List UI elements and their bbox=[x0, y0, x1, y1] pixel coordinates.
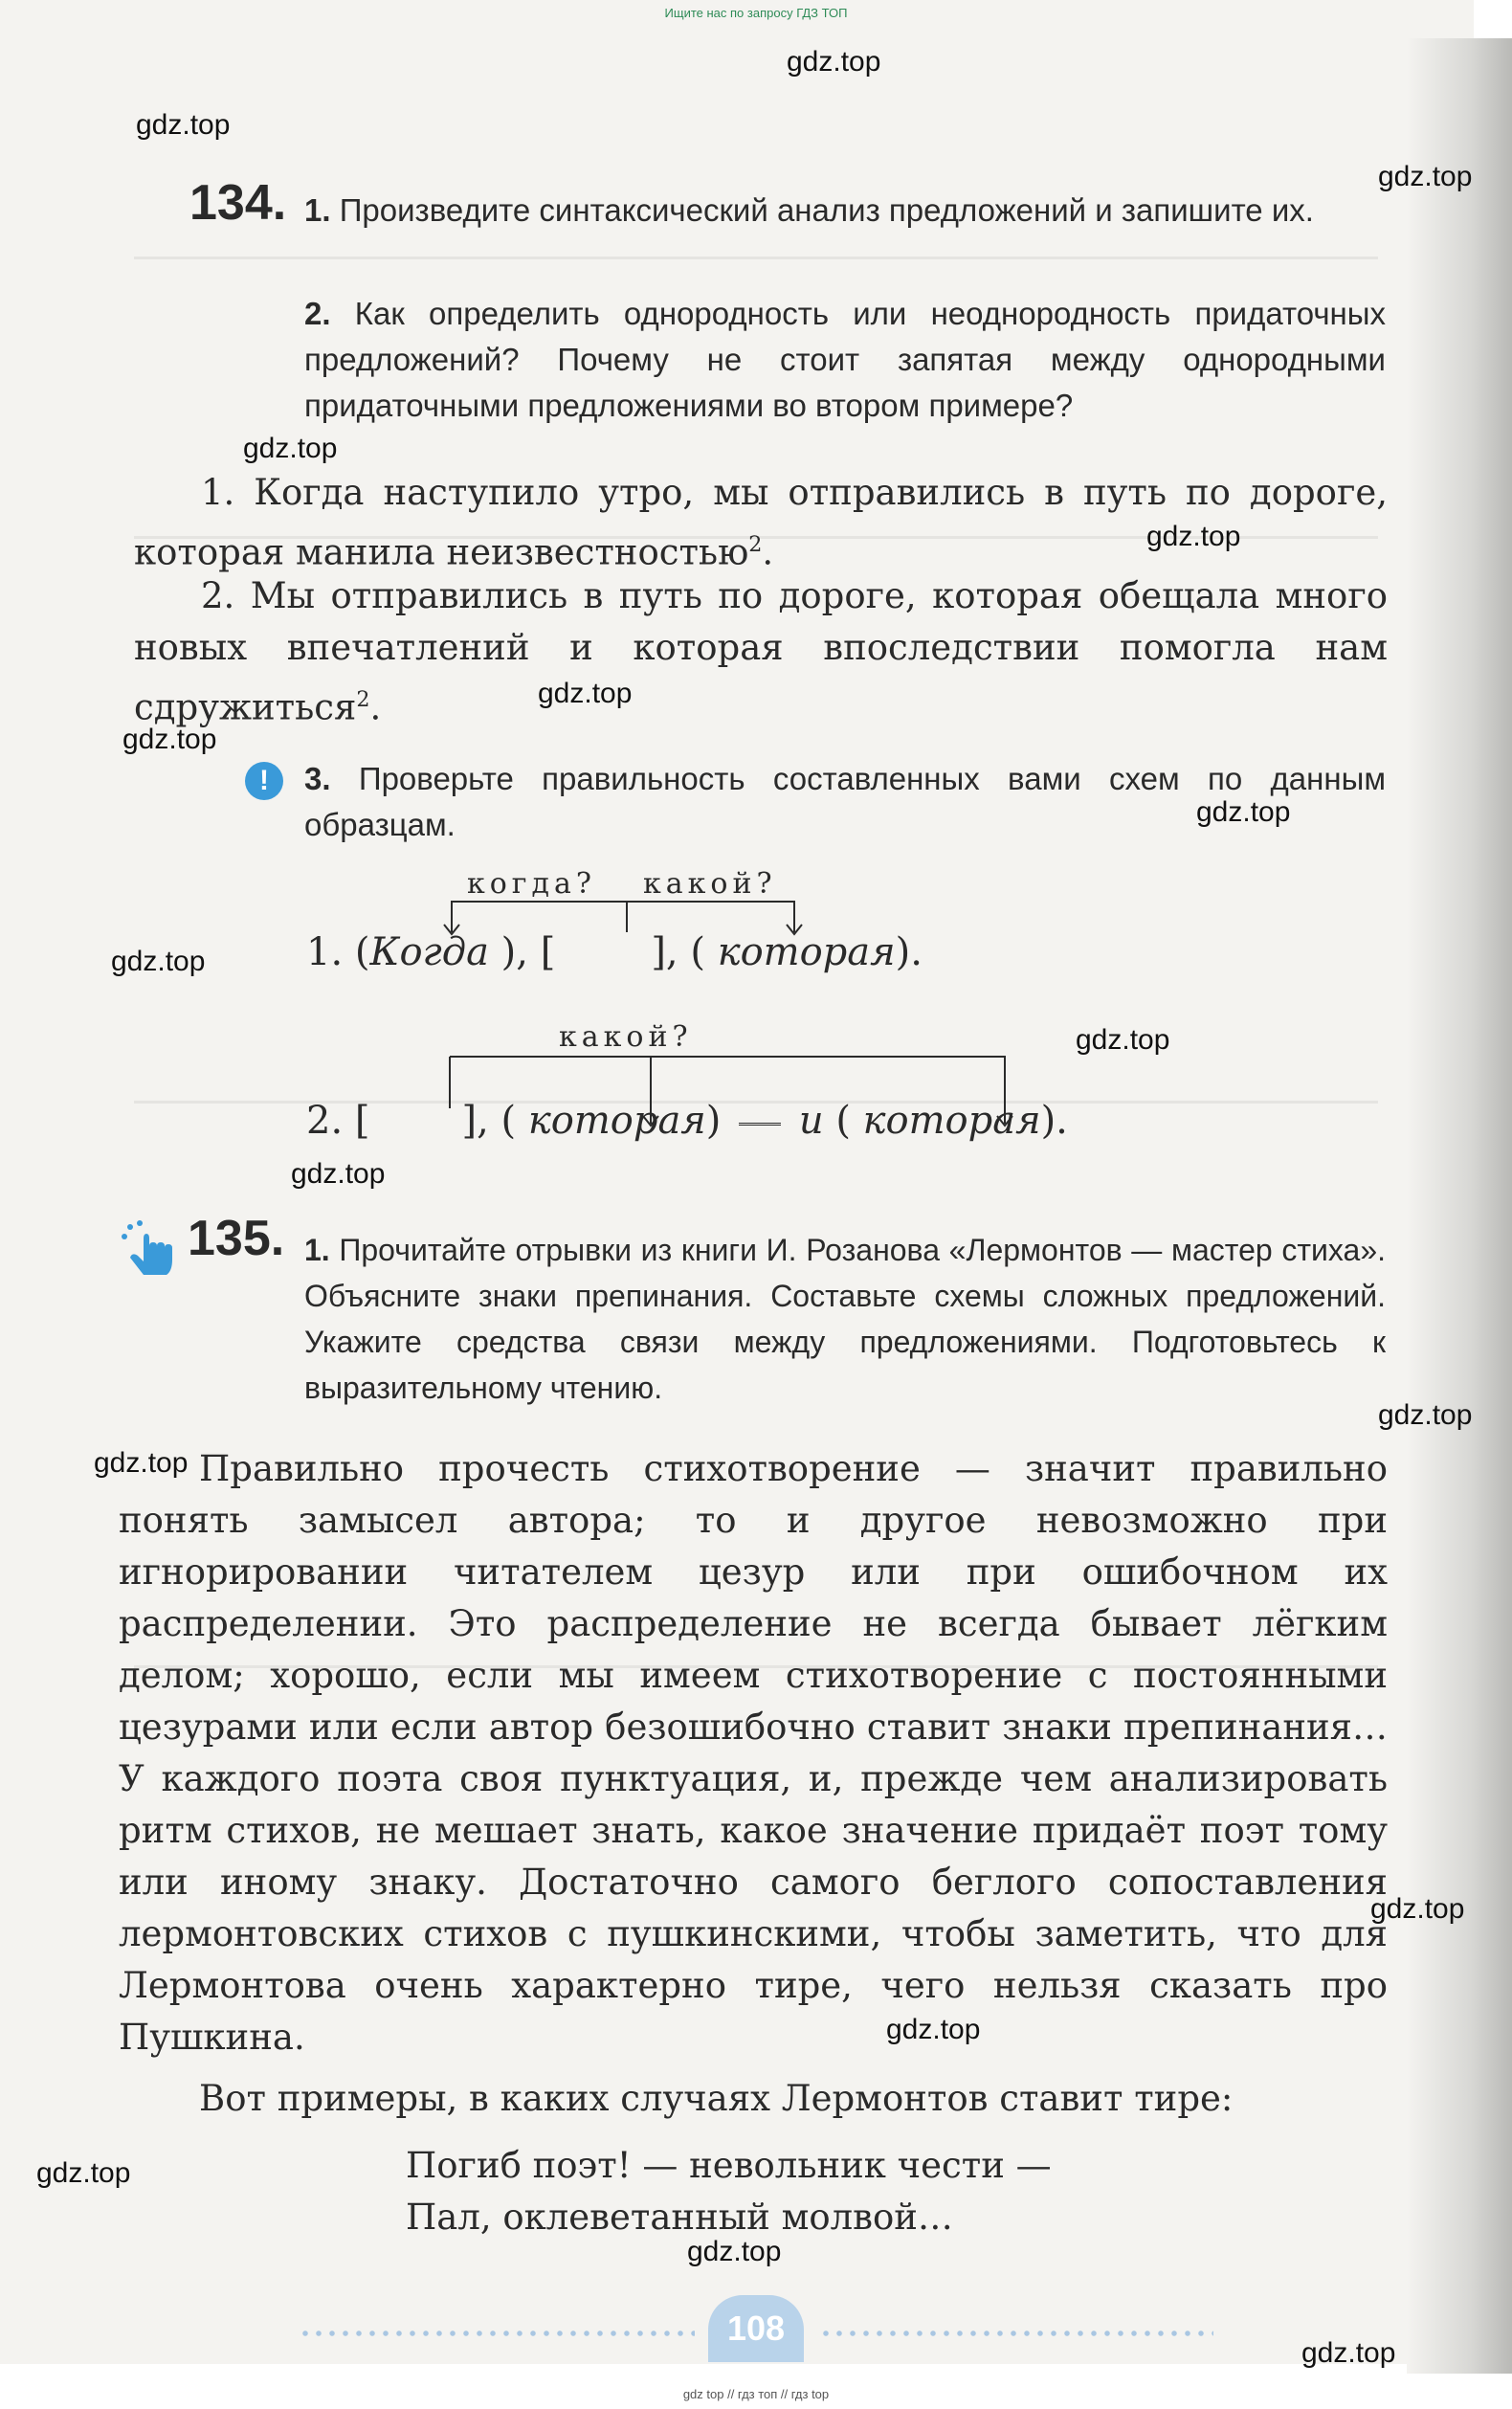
scheme-paren: ), bbox=[500, 930, 528, 974]
footer-dots bbox=[299, 2331, 695, 2336]
task-text: Произведите синтаксический анализ предложений и запишите их. bbox=[339, 192, 1314, 228]
task-text: Проверьте правильность составленных вами схем по данным образцам. bbox=[304, 761, 1387, 842]
scheme-paren: ). bbox=[1040, 1099, 1068, 1143]
page-number: 108 bbox=[708, 2295, 804, 2362]
watermark: gdz.top bbox=[94, 1447, 189, 1479]
watermark: gdz.top bbox=[1370, 1893, 1465, 1925]
exercise-number: 134. bbox=[189, 175, 287, 231]
question-label: какой? bbox=[559, 1020, 693, 1054]
watermark: gdz.top bbox=[291, 1158, 386, 1190]
footnote-mark: 2 bbox=[748, 532, 763, 557]
question-label: когда? bbox=[467, 867, 596, 901]
footnote-mark: 2 bbox=[356, 687, 370, 712]
watermark: gdz.top bbox=[687, 2236, 782, 2267]
watermark: gdz.top bbox=[538, 678, 633, 709]
task-instruction bbox=[304, 188, 1386, 234]
sentence-text: 1. Когда наступило утро, мы отправились в путь по дороге, которая манила неизвестностью bbox=[134, 472, 1388, 573]
scheme-paren: ) bbox=[705, 1099, 722, 1143]
sentence-scheme bbox=[306, 930, 923, 974]
scheme-bracket: ], bbox=[461, 1099, 489, 1143]
scheme-word: которая bbox=[717, 930, 896, 974]
conjunction-mark bbox=[739, 1123, 781, 1126]
page-edge-shadow bbox=[1407, 38, 1512, 2374]
question-label: какой? bbox=[643, 867, 777, 901]
scheme-bracket: ], bbox=[651, 930, 678, 974]
sentence-end: . bbox=[369, 686, 382, 728]
scheme-word: которая bbox=[527, 1099, 706, 1143]
hand-pointer-icon bbox=[119, 1217, 182, 1281]
watermark: gdz.top bbox=[1378, 1399, 1473, 1431]
bottom-note: gdz top // гдз топ // гдз top bbox=[682, 2387, 830, 2401]
watermark: gdz.top bbox=[1301, 2337, 1396, 2369]
scheme-word: Когда bbox=[369, 930, 489, 974]
watermark: gdz.top bbox=[1146, 521, 1241, 552]
scheme-bracket: [ bbox=[354, 1099, 370, 1143]
sentence-scheme bbox=[306, 1099, 1068, 1143]
scheme-paren: ). bbox=[895, 930, 923, 974]
attention-icon: ! bbox=[245, 762, 283, 800]
scheme-word: которая bbox=[862, 1099, 1041, 1143]
task-number: 1. bbox=[304, 192, 331, 228]
sentence-end: . bbox=[762, 531, 774, 573]
top-note: Ищите нас по запросу ГДЗ ТОП bbox=[664, 6, 848, 20]
bleed-through bbox=[134, 257, 1378, 259]
example-sentence bbox=[134, 570, 1388, 733]
scheme-paren: ( bbox=[690, 930, 705, 974]
watermark: gdz.top bbox=[111, 946, 206, 977]
watermark: gdz.top bbox=[122, 724, 217, 755]
task-instruction bbox=[304, 1227, 1386, 1411]
task-instruction bbox=[304, 291, 1386, 429]
scheme-number: 2. bbox=[306, 1099, 344, 1143]
watermark: gdz.top bbox=[1076, 1024, 1170, 1056]
watermark: gdz.top bbox=[886, 2014, 981, 2045]
task-number: 3. bbox=[304, 761, 331, 796]
scheme-paren: ( bbox=[835, 1099, 851, 1143]
reading-paragraph: Правильно прочесть стихотворение — значит правильно понять замысел автора; то и другое невозможно при игнорировании читателем цезур или при ошибочном их распределении. Это распределение не всегда бывает лёгким делом; хорошо, если мы имеем стихотворение с постоянными цезурами или если автор безошибочно ставит знаки препинания… У каждого поэта своя пунктуация, и, прежде чем анализировать ритм стихов, не мешает знать, какое значение придаёт поэт тому или иному знаку. Достаточно самого беглого сопоставления лермонтовских стихов с пушкинскими, чтобы заметить, что для Лермонтова очень характерно тире, чего нельзя сказать про Пушкина. bbox=[119, 1448, 1388, 2058]
watermark: gdz.top bbox=[1378, 161, 1473, 192]
task-number: 1. bbox=[304, 1233, 330, 1267]
footer-dots bbox=[819, 2331, 1213, 2336]
watermark: gdz.top bbox=[243, 433, 338, 464]
task-text: Прочитайте отрывки из книги И. Розанова «Лермонтов — мастер стиха». Объясните знаки препинания. Составьте схемы сложных предложений. Укажите средства связи между предложениями. Подготовьтесь к выразительному чтению. bbox=[304, 1233, 1387, 1405]
scheme-bracket: [ bbox=[540, 930, 556, 974]
exercise-number: 135. bbox=[188, 1211, 285, 1266]
sentence-text: 2. Мы отправились в путь по дороге, которая обещала много новых впечатлений и которая впоследствии помогла нам сдружиться bbox=[134, 575, 1388, 728]
scheme-paren: ( bbox=[500, 1099, 517, 1143]
verse-line: Пал, оклеветанный молвой… bbox=[406, 2197, 953, 2238]
task-number: 2. bbox=[304, 296, 331, 331]
watermark: gdz.top bbox=[1196, 796, 1291, 828]
scheme-conjunction: и bbox=[798, 1099, 824, 1143]
example-sentence bbox=[134, 467, 1388, 578]
reading-paragraph: Вот примеры, в каких случаях Лермонтов ставит тире: bbox=[199, 2078, 1234, 2119]
watermark: gdz.top bbox=[787, 46, 881, 78]
scheme-number: 1. bbox=[306, 930, 344, 974]
watermark: gdz.top bbox=[36, 2157, 131, 2189]
scheme-paren: ( bbox=[354, 930, 370, 974]
watermark: gdz.top bbox=[136, 109, 231, 141]
task-instruction bbox=[304, 756, 1386, 848]
task-text: Как определить однородность или неоднородность придаточных предложений? Почему не стоит запятая между однородными придаточными предложениями во втором примере? bbox=[304, 296, 1387, 423]
verse-line: Погиб поэт! — невольник чести — bbox=[406, 2145, 1052, 2186]
